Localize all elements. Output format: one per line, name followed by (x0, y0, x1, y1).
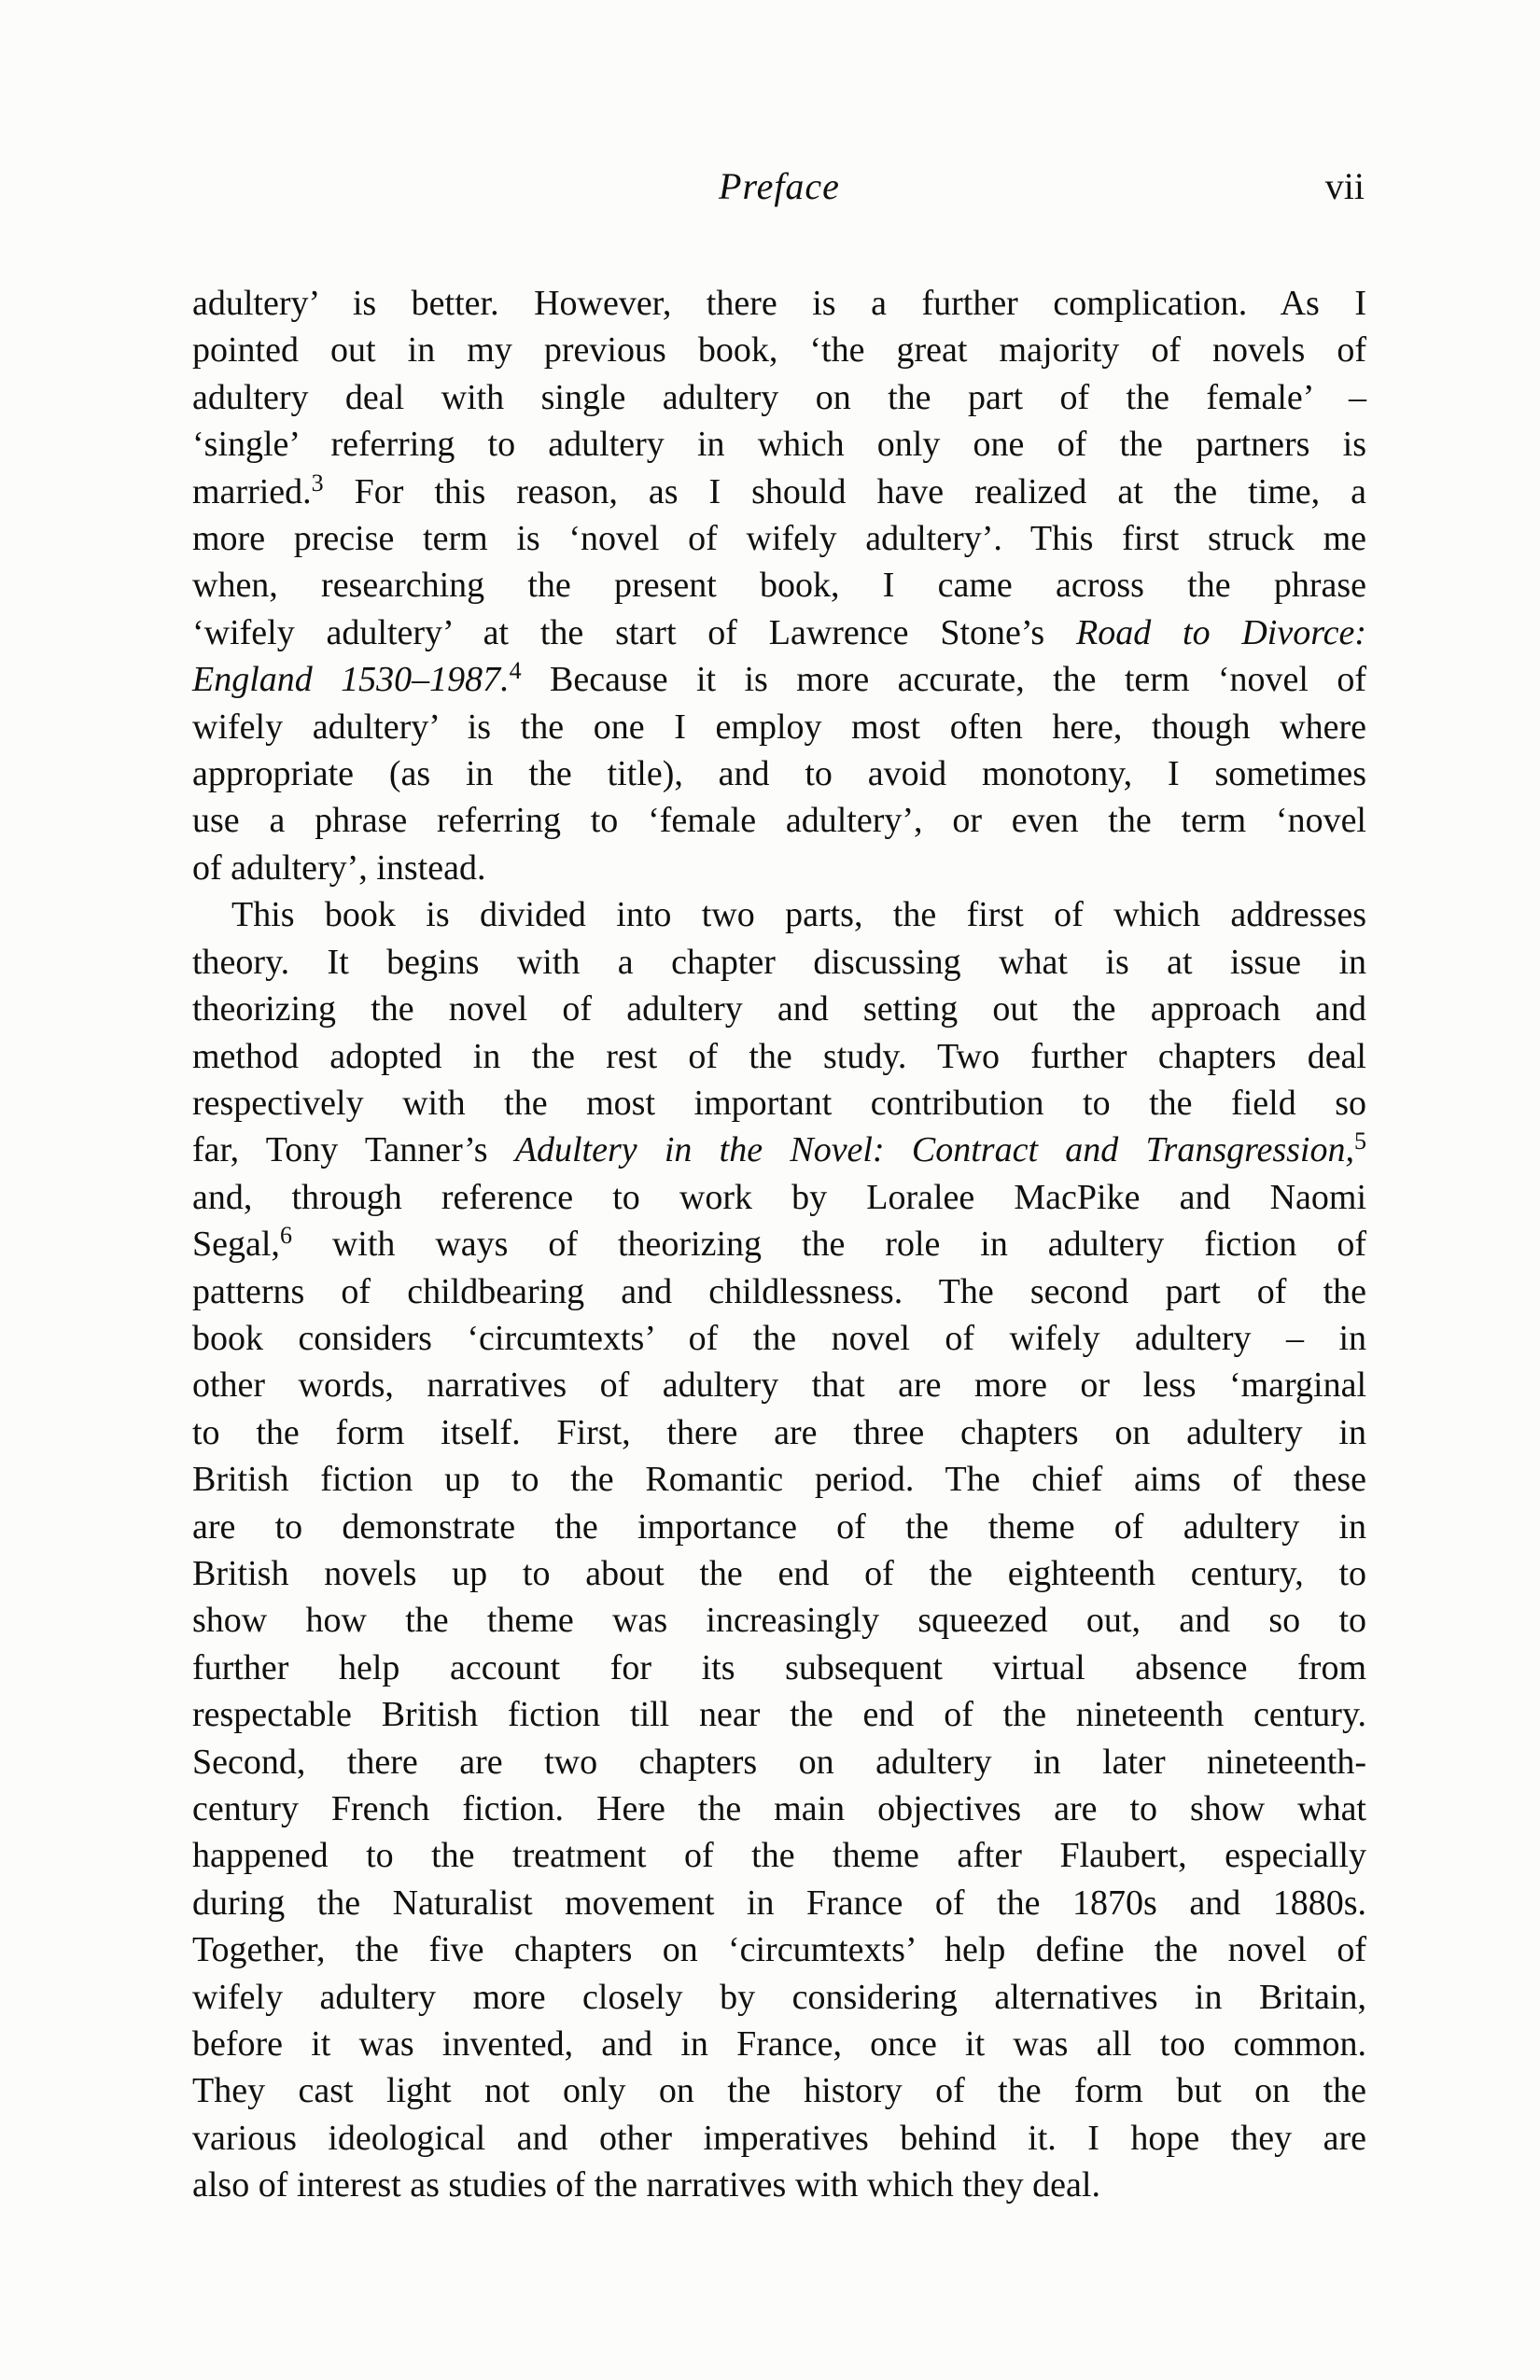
text-segment: other words, narratives of adultery that are more or less ‘marginal (192, 1365, 1366, 1406)
text-segment: ‘wifely adultery’ at the start of Lawrence Stone’s (192, 612, 1077, 652)
text-line (192, 986, 1366, 1032)
text-segment: British fiction up to the Romantic period. The chief aims of these (192, 1460, 1366, 1500)
text-line (192, 515, 1366, 562)
text-segment: respectively with the most important contribution to the field so (192, 1083, 1366, 1123)
text-line (192, 327, 1366, 373)
text-segment: Second, there are two chapters on adultery in later nineteenth- (192, 1742, 1366, 1782)
text-segment: century French fiction. Here the main objectives are to show what (192, 1789, 1366, 1828)
text-segment: British novels up to about the end of the eighteenth century, to (192, 1553, 1366, 1593)
footnote-marker: 3 (311, 469, 324, 497)
text-segment: Because it is more accurate, the term ‘novel of (521, 660, 1366, 700)
text-line (192, 1268, 1366, 1315)
text-line (192, 891, 1366, 938)
footnote-marker: 5 (1354, 1127, 1366, 1155)
text-segment: England 1530–1987. (192, 660, 510, 700)
text-segment: various ideological and other imperatives behind it. I hope they are (192, 2118, 1366, 2158)
text-segment: far, Tony Tanner’s (192, 1130, 515, 1170)
text-segment: happened to the treatment of the theme after Flaubert, especially (192, 1836, 1366, 1876)
text-line (192, 1127, 1366, 1173)
preface-body (192, 280, 1366, 2209)
text-line (192, 1785, 1366, 1832)
text-segment: adultery deal with single adultery on the part of the female’ – (192, 377, 1366, 417)
text-segment: theorizing the novel of adultery and setting out the approach and (192, 989, 1366, 1029)
text-line (192, 469, 1366, 515)
text-line (192, 1033, 1366, 1080)
text-segment: patterns of childbearing and childlessness. The second part of the (192, 1271, 1366, 1311)
text-line (192, 939, 1366, 986)
text-segment: show how the theme was increasingly squeezed out, and so to (192, 1601, 1366, 1641)
text-line (192, 1362, 1366, 1408)
text-line (192, 1504, 1366, 1550)
text-line (192, 797, 1366, 844)
text-line (192, 2021, 1366, 2067)
text-segment: They cast light not only on the history of the form but on the (192, 2071, 1366, 2111)
text-line (192, 750, 1366, 797)
text-segment: before it was invented, and in France, once it was all too common. (192, 2024, 1366, 2065)
text-segment: Together, the five chapters on ‘circumtexts’ help define the novel of (192, 1930, 1366, 1970)
text-segment: adultery’ is better. However, there is a further complication. As I (192, 284, 1366, 323)
text-line (192, 1739, 1366, 1785)
text-segment: method adopted in the rest of the study. Two further chapters deal (192, 1036, 1366, 1076)
page-content (192, 164, 1366, 2209)
text-segment: appropriate (as in the title), and to avoid monotony, I sometimes (192, 754, 1366, 794)
text-segment: more precise term is ‘novel of wifely adultery’. This first struck me (192, 519, 1366, 559)
text-line (192, 1174, 1366, 1221)
text-segment: This book is divided into two parts, the first of which addresses (231, 895, 1366, 935)
text-segment: of adultery’, instead. (192, 847, 486, 888)
text-segment: married. (192, 471, 312, 511)
text-segment: during the Naturalist movement in France of the 1870s and 1880s. (192, 1883, 1366, 1923)
text-segment: to the form itself. First, there are three chapters on adultery in (192, 1412, 1366, 1452)
text-segment: use a phrase referring to ‘female adultery’, or even the term ‘novel (192, 801, 1366, 841)
text-segment: also of interest as studies of the narratives with which they deal. (192, 2165, 1100, 2205)
text-line (192, 1315, 1366, 1362)
running-head (192, 164, 1366, 209)
text-line (192, 1080, 1366, 1127)
text-segment: wifely adultery’ is the one I employ most often here, though where (192, 707, 1366, 747)
text-line (192, 2067, 1366, 2114)
text-line (192, 280, 1366, 327)
text-line (192, 1409, 1366, 1456)
footnote-marker: 6 (279, 1222, 292, 1250)
text-segment: For this reason, as I should have realized at the time, a (323, 471, 1366, 511)
text-segment: respectable British fiction till near the end of the nineteenth century. (192, 1695, 1366, 1735)
text-segment: with ways of theorizing the role in adultery fiction of (291, 1225, 1366, 1265)
text-segment: and, through reference to work by Loralee MacPike and Naomi (192, 1177, 1366, 1217)
text-line (192, 704, 1366, 750)
text-segment: when, researching the present book, I came across the phrase (192, 566, 1366, 606)
text-line (192, 1550, 1366, 1597)
text-line (192, 845, 1366, 891)
page-number: vii (1324, 165, 1365, 207)
text-segment: further help account for its subsequent virtual absence from (192, 1647, 1366, 1687)
text-line (192, 1926, 1366, 1973)
text-line (192, 1691, 1366, 1738)
text-line (192, 374, 1366, 421)
text-segment: Adultery in the Novel: Contract and Transgression, (514, 1130, 1354, 1170)
footnote-marker: 4 (509, 657, 522, 685)
text-segment: theory. It begins with a chapter discussing what is at issue in (192, 942, 1366, 982)
text-segment: book considers ‘circumtexts’ of the novel of wifely adultery – in (192, 1318, 1366, 1358)
text-line (192, 1974, 1366, 2021)
text-segment: pointed out in my previous book, ‘the great majority of novels of (192, 330, 1366, 371)
text-line (192, 1832, 1366, 1879)
text-line (192, 609, 1366, 656)
text-line (192, 2162, 1366, 2208)
text-line (192, 1880, 1366, 1926)
running-title: Preface (719, 165, 840, 207)
text-segment: wifely adultery more closely by considering alternatives in Britain, (192, 1977, 1366, 2017)
text-segment: Road to Divorce: (1076, 612, 1367, 652)
text-segment: are to demonstrate the importance of the theme of adultery in (192, 1506, 1366, 1547)
text-line (192, 421, 1366, 468)
text-line (192, 656, 1366, 703)
text-line (192, 1221, 1366, 1267)
text-line (192, 562, 1366, 609)
text-line (192, 1597, 1366, 1644)
text-line (192, 1456, 1366, 1503)
text-line (192, 2115, 1366, 2162)
text-segment: ‘single’ referring to adultery in which only one of the partners is (192, 425, 1366, 465)
text-segment: Segal, (192, 1225, 280, 1265)
text-line (192, 1645, 1366, 1691)
